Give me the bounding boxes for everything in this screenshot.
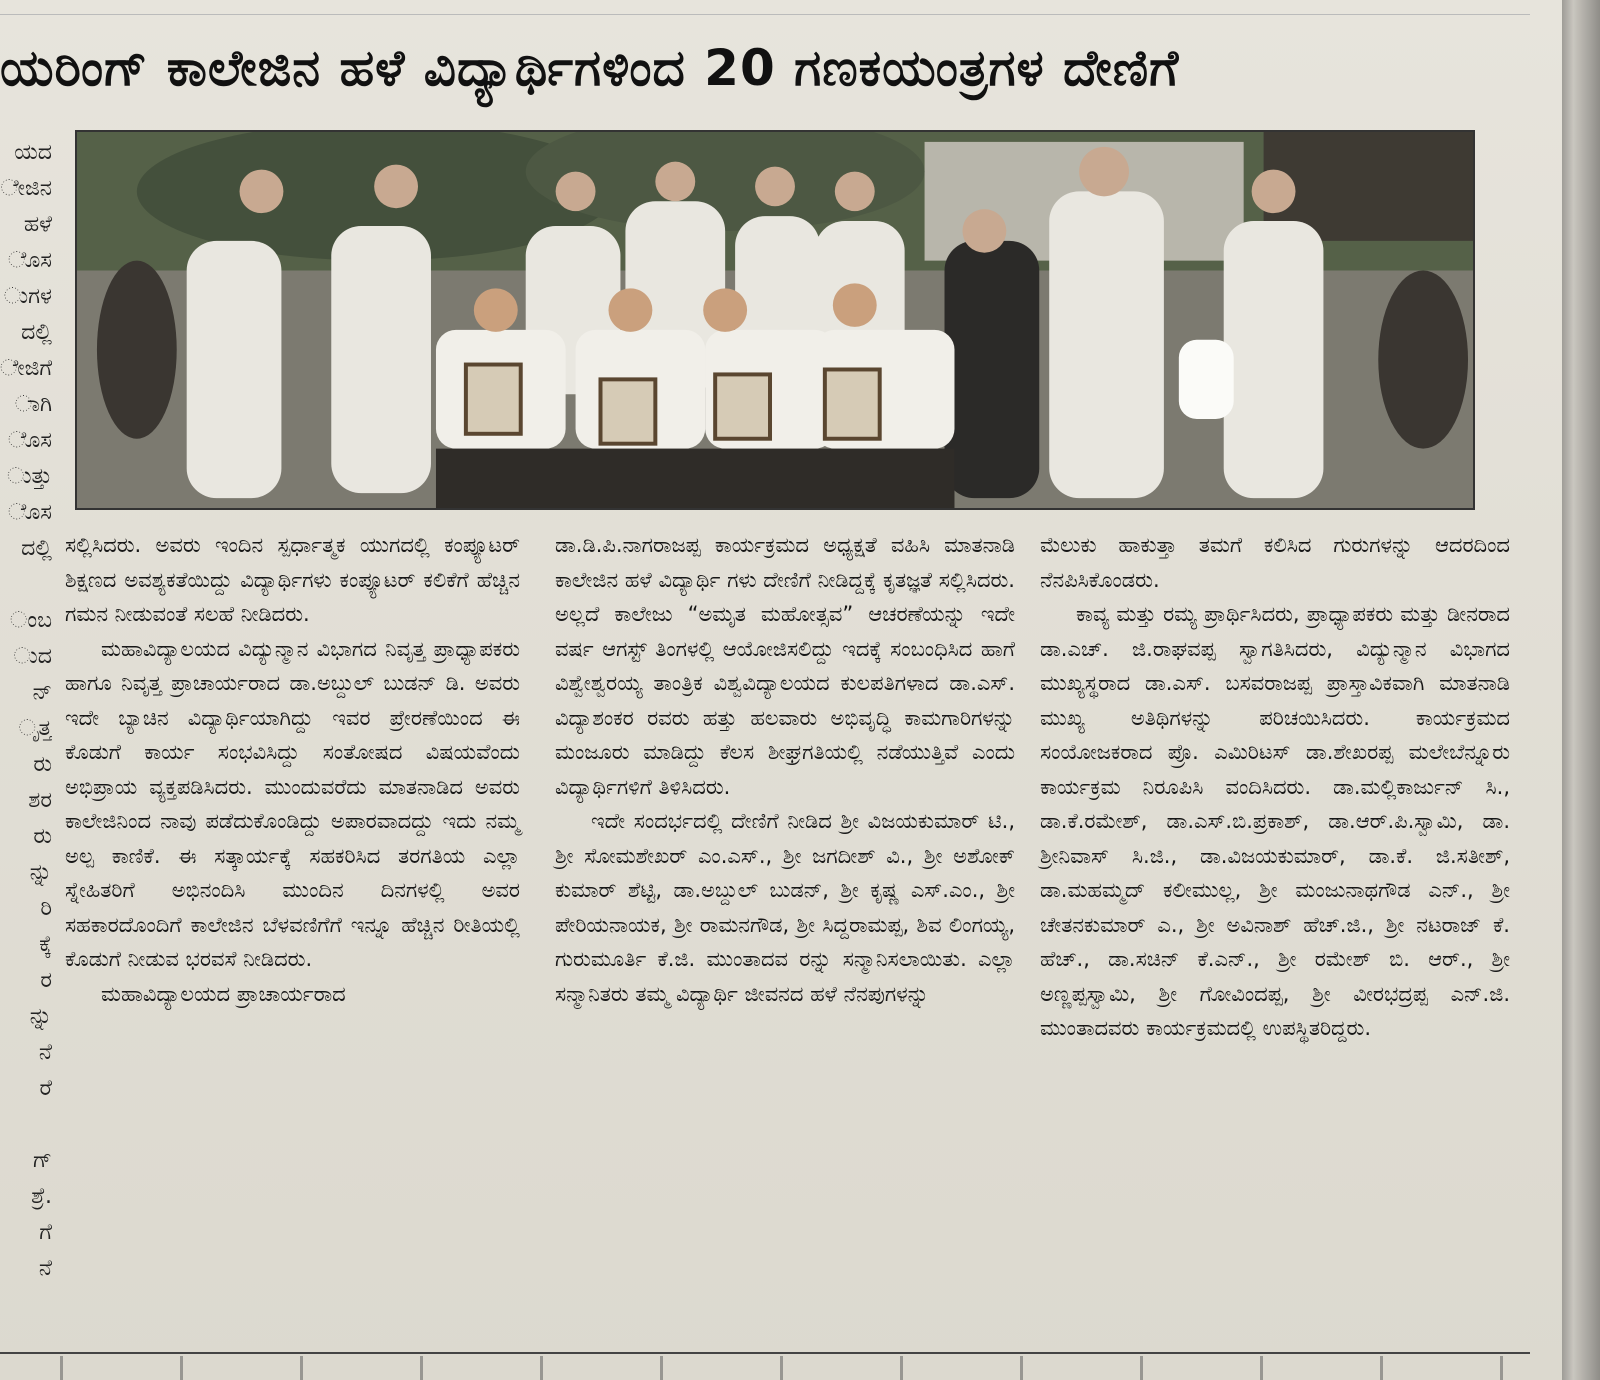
left-fragment: ದಲ್ಲಿ bbox=[21, 536, 52, 561]
left-cutoff-column bbox=[0, 135, 52, 1287]
article-paragraph: ಇದೇ ಸಂದರ್ಭದಲ್ಲಿ ದೇಣಿಗೆ ನೀಡಿದ ಶ್ರೀ ವಿಜಯಕುಮಾರ್ ಟಿ., ಶ್ರೀ ಸೋಮಶೇಖರ್ ಎಂ.ಎಸ್., ಶ್ರೀ ಜಗದೀಶ್ ವಿ., ಶ್ರೀ ಅಶೋಕ್ ಕುಮಾರ್ ಶೆಟ್ಟಿ, ಡಾ.ಅಬ್ದುಲ್ ಬುಡನ್, ಶ್ರೀ ಕೃಷ್ಣ ಎಸ್.ಎಂ., ಶ್ರೀ ಪೇರಿಯನಾಯಕ, ಶ್ರೀ ರಾಮನಗೌಡ, ಶ್ರೀ ಸಿದ್ದರಾಮಪ್ಪ, ಶಿವ ಲಿಂಗಯ್ಯ, ಗುರುಮೂರ್ತಿ ಕೆ.ಜಿ. ಮುಂತಾದವ ರನ್ನು ಸನ್ಮಾನಿಸಲಾಯಿತು. ಎಲ್ಲಾ ಸನ್ಮಾನಿತರು ತಮ್ಮ ವಿದ್ಯಾರ್ಥಿ ಜೀವನದ ಹಳೆ ನೆನಪುಗಳನ್ನು bbox=[555, 809, 1015, 1006]
left-fragment: ರ bbox=[40, 968, 52, 993]
article-paragraph: ಡಾ.ಡಿ.ಪಿ.ನಾಗರಾಜಪ್ಪ ಕಾರ್ಯಕ್ರಮದ ಅಧ್ಯಕ್ಷತೆ ವಹಿಸಿ ಮಾತನಾಡಿ ಕಾಲೇಜಿನ ಹಳೆ ವಿದ್ಯಾರ್ಥಿ ಗಳು ದೇಣಿಗೆ ನೀಡಿದ್ದಕ್ಕೆ ಕೃತಜ್ಞತೆ ಸಲ್ಲಿಸಿದರು. ಅಲ್ಲದೆ ಕಾಲೇಜು “ಅಮೃತ ಮಹೋತ್ಸವ” ಆಚರಣೆಯನ್ನು ಇದೇ ವರ್ಷ ಆಗಸ್ಟ್ ತಿಂಗಳಲ್ಲಿ ಆಯೋಜಿಸಲಿದ್ದು ಇದಕ್ಕೆ ಸಂಬಂಧಿಸಿದ ಹಾಗೆ ವಿಶ್ವೇಶ್ವರಯ್ಯ ತಾಂತ್ರಿಕ ವಿಶ್ವವಿದ್ಯಾಲಯದ ಕುಲಪತಿಗಳಾದ ಡಾ.ಎಸ್. ವಿದ್ಯಾಶಂಕರ ರವರು ಹತ್ತು ಹಲವಾರು ಅಭಿವೃದ್ಧಿ ಕಾಮಗಾರಿಗಳನ್ನು ಮಂಜೂರು ಮಾಡಿದ್ದು ಕೆಲಸ ಶೀಘ್ರಗತಿಯಲ್ಲಿ ನಡೆಯುತ್ತಿವೆ ಎಂದು ವಿದ್ಯಾರ್ಥಿಗಳಿಗೆ ತಿಳಿಸಿದರು. bbox=[555, 533, 1015, 799]
left-fragment: ೊಸ bbox=[7, 428, 52, 453]
left-fragment: ೃತ್ತ bbox=[18, 716, 52, 741]
left-fragment: ಶರ bbox=[28, 788, 52, 813]
article-paragraph: ಸಲ್ಲಿಸಿದರು. ಅವರು ಇಂದಿನ ಸ್ಪರ್ಧಾತ್ಮಕ ಯುಗದಲ್ಲಿ ಕಂಪ್ಯೂಟರ್ ಶಿಕ್ಷಣದ ಅವಶ್ಯಕತೆಯಿದ್ದು ವಿದ್ಯಾರ್ಥಿಗಳು ಕಂಪ್ಯೂಟರ್ ಕಲಿಕೆಗೆ ಹೆಚ್ಚಿನ ಗಮನ ನೀಡುವಂತೆ ಸಲಹೆ ನೀಡಿದರು. bbox=[65, 533, 520, 626]
left-fragment: ರಿ bbox=[40, 896, 52, 921]
left-fragment: ಗ್ bbox=[32, 1148, 52, 1173]
left-fragment: ೊಸ bbox=[7, 248, 52, 273]
photo-group-image bbox=[77, 132, 1473, 508]
left-fragment: ುದ bbox=[13, 644, 52, 669]
left-fragment: ಕ್ಕೆ bbox=[39, 932, 52, 957]
left-fragment: ೇಜಿನ bbox=[0, 176, 52, 201]
left-fragment: ಗೆ bbox=[39, 1220, 52, 1245]
left-fragment: ನೆ bbox=[38, 1256, 52, 1281]
left-fragment: ರು bbox=[33, 824, 52, 849]
headline: ಯರಿಂಗ್ ಕಾಲೇಜಿನ ಹಳೆ ವಿದ್ಯಾರ್ಥಿಗಳಿಂದ 20 ಗಣಕಯಂತ್ರಗಳ ದೇಣಿಗೆ bbox=[0, 39, 1180, 97]
news-photo bbox=[75, 130, 1475, 510]
bottom-rule bbox=[0, 1352, 1530, 1354]
left-fragment: ೊಸ bbox=[7, 500, 52, 525]
page-edge-background bbox=[1562, 0, 1600, 1380]
article-paragraph: ಮಹಾವಿದ್ಯಾಲಯದ ವಿದ್ಯುನ್ಮಾನ ವಿಭಾಗದ ನಿವೃತ್ತ ಪ್ರಾಧ್ಯಾಪಕರು ಹಾಗೂ ನಿವೃತ್ತ ಪ್ರಾಚಾರ್ಯರಾದ ಡಾ.ಅಬ್ದುಲ್ ಬುಡನ್ ಡಿ. ಅವರು ಇದೇ ಬ್ಯಾಚಿನ ವಿದ್ಯಾರ್ಥಿಯಾಗಿದ್ದು ಇವರ ಪ್ರೇರಣೆಯಿಂದ ಈ ಕೊಡುಗೆ ಕಾರ್ಯ ಸಂಭವಿಸಿದ್ದು ಸಂತೋಷದ ವಿಷಯವೆಂದು ಅಭಿಪ್ರಾಯ ವ್ಯಕ್ತಪಡಿಸಿದರು. ಮುಂದುವರೆದು ಮಾತನಾಡಿದ ಅವರು ಕಾಲೇಜಿನಿಂದ ನಾವು ಪಡೆದುಕೊಂಡಿದ್ದು ಅಪಾರವಾದದ್ದು ಇದು ನಮ್ಮ ಅಲ್ಪ ಕಾಣಿಕೆ. ಈ ಸತ್ಕಾರ್ಯಕ್ಕೆ ಸಹಕರಿಸಿದ ತರಗತಿಯ ಎಲ್ಲಾ ಸ್ನೇಹಿತರಿಗೆ ಅಭಿನಂದಿಸಿ ಮುಂದಿನ ದಿನಗಳಲ್ಲಿ ಅವರ ಸಹಕಾರದೊಂದಿಗೆ ಕಾಲೇಜಿನ ಬೆಳವಣಿಗೆಗೆ ಇನ್ನೂ ಹೆಚ್ಚಿನ ರೀತಿಯಲ್ಲಿ ಕೊಡುಗೆ ನೀಡುವ ಭರವಸೆ ನೀಡಿದರು. bbox=[65, 636, 520, 971]
article-paragraph: ಕಾವ್ಯ ಮತ್ತು ರಮ್ಯ ಪ್ರಾರ್ಥಿಸಿದರು, ಪ್ರಾಧ್ಯಾಪಕರು ಮತ್ತು ಡೀನರಾದ ಡಾ.ಎಚ್. ಜಿ.ರಾಘವಪ್ಪ ಸ್ವಾಗತಿಸಿದರು, ವಿದ್ಯುನ್ಮಾನ ವಿಭಾಗದ ಮುಖ್ಯಸ್ಥರಾದ ಡಾ.ಎಸ್. ಬಸವರಾಜಪ್ಪ ಪ್ರಾಸ್ತಾವಿಕವಾಗಿ ಮಾತನಾಡಿ ಮುಖ್ಯ ಅತಿಥಿಗಳನ್ನು ಪರಿಚಯಿಸಿದರು. ಕಾರ್ಯಕ್ರಮದ ಸಂಯೋಜಕರಾದ ಪ್ರೊ. ಎಮಿರಿಟಸ್ ಡಾ.ಶೇಖರಪ್ಪ ಮಲೇಬೆನ್ನೂರು ಕಾರ್ಯಕ್ರಮ ನಿರೂಪಿಸಿ ವಂದಿಸಿದರು. ಡಾ.ಮಲ್ಲಿಕಾರ್ಜುನ್ ಸಿ., ಡಾ.ಕೆ.ರಮೇಶ್, ಡಾ.ಎಸ್.ಬಿ.ಪ್ರಕಾಶ್, ಡಾ.ಆರ್.ಪಿ.ಸ್ವಾಮಿ, ಡಾ. ಶ್ರೀನಿವಾಸ್ ಸಿ.ಜಿ., ಡಾ.ವಿಜಯಕುಮಾರ್, ಡಾ.ಕೆ. ಜಿ.ಸತೀಶ್, ಡಾ.ಮಹಮ್ಮದ್ ಕಲೀಮುಲ್ಲ, ಶ್ರೀ ಮಂಜುನಾಥಗೌಡ ಎನ್., ಶ್ರೀ ಚೇತನಕುಮಾರ್ ಎ., ಶ್ರೀ ಅವಿನಾಶ್ ಹೆಚ್.ಜಿ., ಶ್ರೀ ನಟರಾಜ್ ಕೆ. ಹೆಚ್., ಡಾ.ಸಚಿನ್ ಕೆ.ಎನ್., ಶ್ರೀ ರಮೇಶ್ ಬಿ. ಆರ್., ಶ್ರೀ ಅಣ್ಣಪ್ಪಸ್ವಾಮಿ, ಶ್ರೀ ಗೋವಿಂದಪ್ಪ, ಶ್ರೀ ವೀರಭದ್ರಪ್ಪ ಎನ್.ಜಿ. ಮುಂತಾದವರು ಕಾರ್ಯಕ್ರಮದಲ್ಲಿ ಉಪಸ್ಥಿತರಿದ್ದರು. bbox=[1040, 602, 1510, 1040]
left-fragment: ನ್ನು bbox=[29, 1004, 52, 1029]
left-fragment bbox=[0, 567, 52, 603]
article-paragraph: ಮಹಾವಿದ್ಯಾಲಯದ ಪ್ರಾಚಾರ್ಯರಾದ bbox=[101, 981, 346, 1006]
left-fragment: ಂಬ bbox=[9, 608, 52, 633]
left-fragment bbox=[0, 1107, 52, 1143]
left-fragment: ರು bbox=[33, 752, 52, 777]
left-fragment: ರೆ bbox=[39, 1076, 52, 1101]
article-column-3 bbox=[1040, 528, 1510, 1046]
left-fragment: ುಗಳ bbox=[3, 284, 52, 309]
left-fragment: ಾಗಿ bbox=[14, 392, 52, 417]
article-column-2 bbox=[555, 528, 1015, 1011]
left-fragment: ನೆ bbox=[38, 1040, 52, 1065]
article-paragraph: ಮೆಲುಕು ಹಾಕುತ್ತಾ ತಮಗೆ ಕಲಿಸಿದ ಗುರುಗಳನ್ನು ಆದರದಿಂದ ನೆನಪಿಸಿಕೊಂಡರು. bbox=[1040, 533, 1510, 592]
left-fragment: ೇಜಿಗೆ bbox=[0, 356, 52, 381]
left-fragment: ಶ್ರೆ. bbox=[31, 1184, 52, 1209]
left-fragment: ನ್ನು bbox=[29, 860, 52, 885]
left-fragment: ಯದ bbox=[14, 140, 52, 165]
left-fragment: ದಲ್ಲಿ bbox=[21, 320, 52, 345]
article-column-1 bbox=[65, 528, 520, 1011]
left-fragment: ಹಳೆ bbox=[23, 212, 52, 237]
top-cutoff-strip bbox=[0, 0, 1530, 15]
bottom-cutoff-strip bbox=[0, 1356, 1530, 1380]
left-fragment: ುತ್ತು bbox=[7, 464, 52, 489]
left-fragment: ನ್ bbox=[32, 680, 52, 705]
